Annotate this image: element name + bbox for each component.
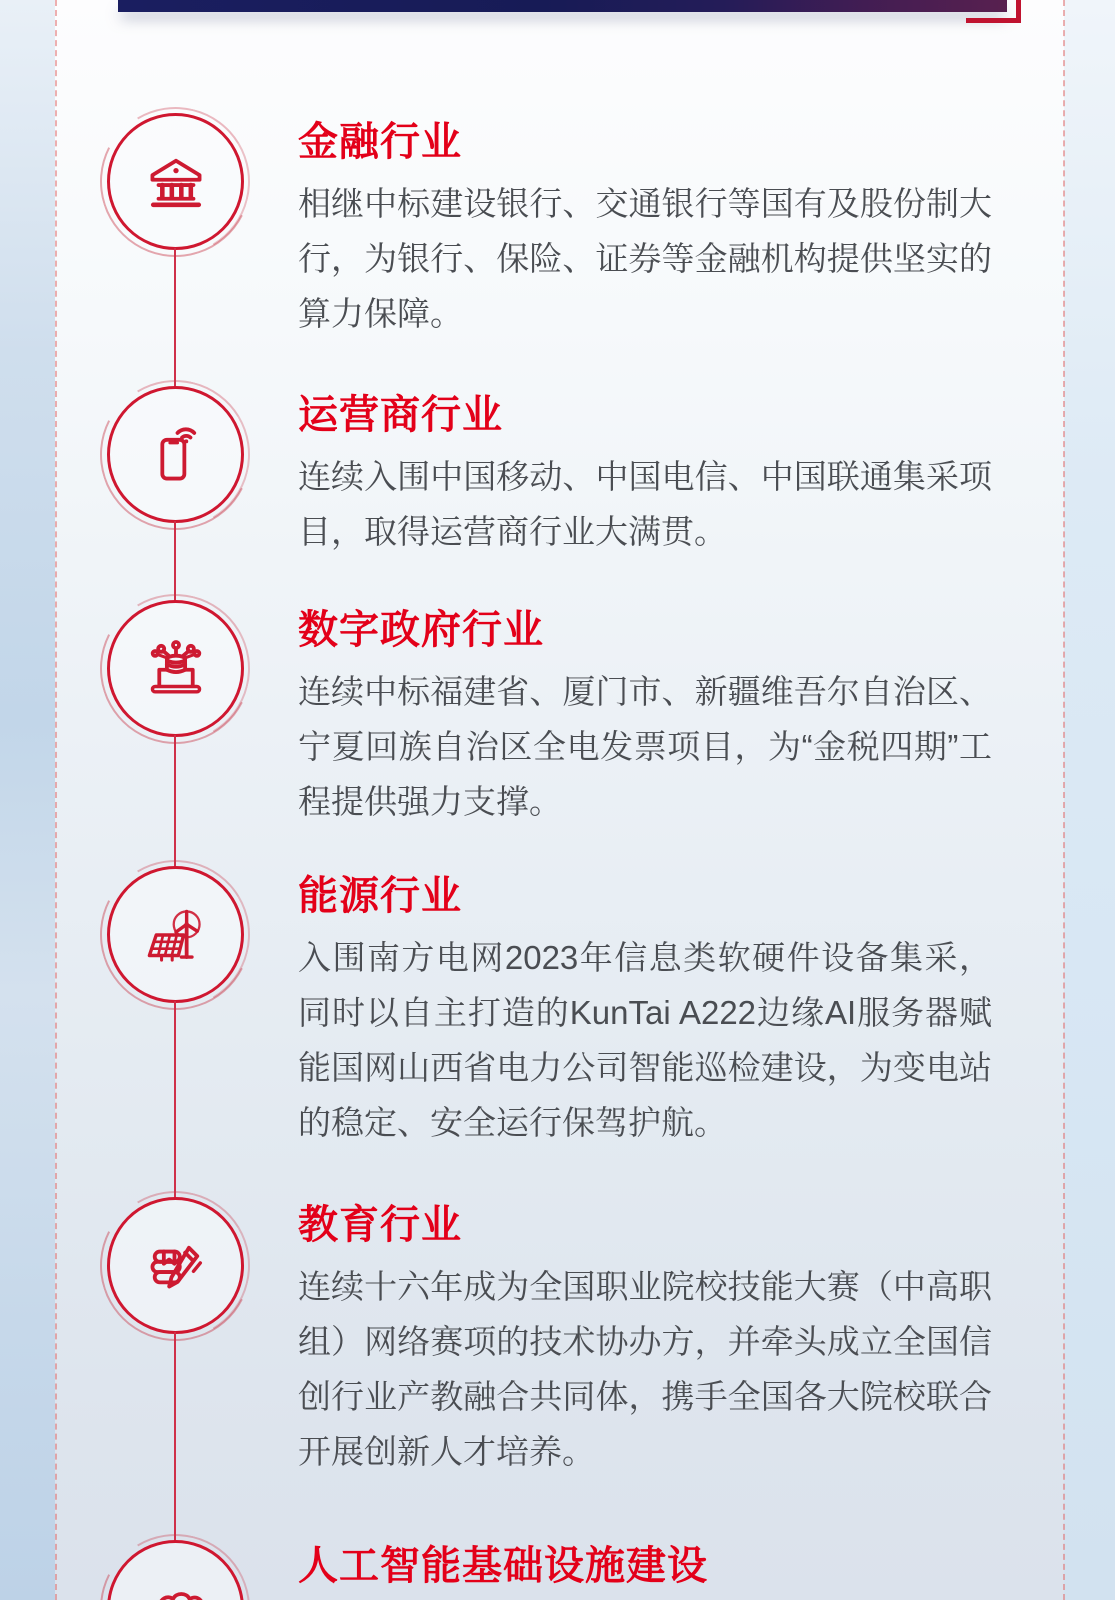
section-title: 金融行业 bbox=[298, 120, 462, 164]
section-body: 相继中标建设银行、交通银行等国有及股份制大行，为银行、保险、证券等金融机构提供坚实的算力保障。 bbox=[298, 185, 992, 332]
bank-icon bbox=[138, 144, 214, 220]
solar-wind-icon bbox=[138, 897, 214, 973]
industry-icon-circle bbox=[107, 386, 244, 523]
section-body: 连续十六年成为全国职业院校技能大赛（中高职组）网络赛项的技术协办方，并牵头成立全国信创行业产教融合共同体，携手全国各大院校联合开展创新人才培养。 bbox=[298, 1268, 992, 1470]
sky-background-left bbox=[0, 0, 55, 1600]
section-title: 运营商行业 bbox=[298, 393, 503, 437]
industry-icon-circle bbox=[107, 113, 244, 250]
section-body: 连续中标福建省、厦门市、新疆维吾尔自治区、宁夏回族自治区全电发票项目，为“金税四期”工程提供强力支撑。 bbox=[298, 673, 992, 820]
industry-icon-circle bbox=[107, 866, 244, 1003]
timeline-connector bbox=[174, 248, 176, 388]
dashed-border-right bbox=[1063, 0, 1065, 1600]
laptop-data-icon bbox=[138, 631, 214, 707]
sky-background-right bbox=[1064, 0, 1115, 1600]
section-body: 连续入围中国移动、中国电信、中国联通集采项目，取得运营商行业大满贯。 bbox=[298, 458, 992, 550]
top-banner bbox=[118, 0, 1007, 12]
books-pen-icon bbox=[138, 1228, 214, 1304]
industry-icon-circle bbox=[107, 600, 244, 737]
timeline-connector bbox=[174, 521, 176, 602]
dashed-border-left bbox=[55, 0, 57, 1600]
section-title: 人工智能基础设施建设 bbox=[298, 1544, 708, 1588]
timeline-connector bbox=[174, 735, 176, 868]
banner-corner-bracket bbox=[966, 0, 1021, 23]
timeline-connector bbox=[174, 1332, 176, 1542]
industry-icon-circle bbox=[107, 1197, 244, 1334]
industry-icon-circle bbox=[107, 1540, 244, 1600]
section-title: 能源行业 bbox=[298, 874, 462, 918]
section-title: 数字政府行业 bbox=[298, 608, 544, 652]
phone-signal-icon bbox=[138, 417, 214, 493]
section-title: 教育行业 bbox=[298, 1203, 462, 1247]
timeline-connector bbox=[174, 1001, 176, 1199]
section-body: 入围南方电网2023年信息类软硬件设备集采，同时以自主打造的KunTai A222边缘AI服务器赋能国网山西省电力公司智能巡检建设，为变电站的稳定、安全运行保驾护航。 bbox=[298, 939, 992, 1141]
ai-brain-icon bbox=[138, 1571, 214, 1600]
